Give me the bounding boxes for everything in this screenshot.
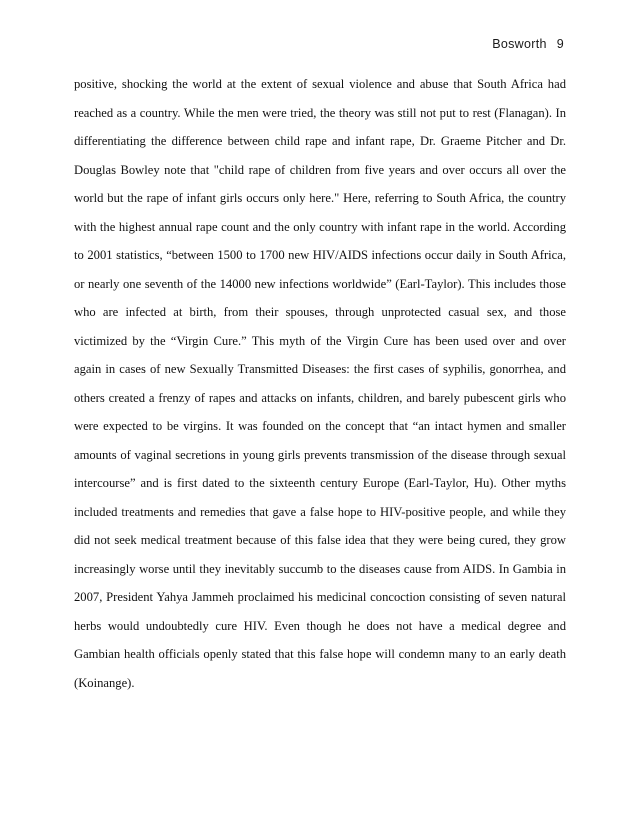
text-line: intercourse” and is first dated to the sixteenth century Europe (Earl-Taylor, Hu). Other myths — [74, 476, 566, 490]
running-head — [492, 37, 564, 51]
text-line: Gambian health officials openly stated that this false hope will condemn many to an early death — [74, 647, 566, 661]
text-line: were expected to be virgins. It was founded on the concept that “an intact hymen and smaller — [74, 419, 566, 433]
text-line: amounts of vaginal secretions in young girls prevents transmission of the disease through sexual — [74, 447, 566, 462]
text-line: increasingly worse until they inevitably succumb to the diseases cause from AIDS. In Gambia in — [74, 561, 566, 576]
text-line: herbs would undoubtedly cure HIV. Even though he does not have a medical degree and — [74, 618, 566, 633]
text-line: included treatments and remedies that gave a false hope to HIV-positive people, and while they — [74, 504, 566, 519]
text-line: or nearly one seventh of the 14000 new infections worldwide” (Earl-Taylor). This includes those — [74, 276, 566, 291]
text-line: victimized by the “Virgin Cure.” This myth of the Virgin Cure has been used over and over — [74, 333, 566, 348]
text-line: to 2001 statistics, “between 1500 to 1700 new HIV/AIDS infections occur daily in South Africa, — [74, 248, 566, 262]
text-line: who are infected at birth, from their spouses, through unprotected casual sex, and those — [74, 305, 566, 319]
author-surname: Bosworth — [492, 37, 547, 51]
text-line: Douglas Bowley note that "child rape of children from five years and over occurs all over the — [74, 162, 566, 177]
text-line: (Koinange). — [74, 675, 135, 690]
text-line: with the highest annual rape count and the only country with infant rape in the world. According — [74, 219, 566, 234]
text-line: others created a frenzy of rapes and attacks on infants, children, and barely pubescent girls who — [74, 390, 566, 405]
page-number: 9 — [556, 37, 564, 51]
text-line: reached as a country. While the men were tried, the theory was still not put to rest (Flanagan). In — [74, 105, 566, 120]
text-line: differentiating the difference between child rape and infant rape, Dr. Graeme Pitcher and Dr. — [74, 134, 566, 148]
text-line: positive, shocking the world at the extent of sexual violence and abuse that South Africa had — [74, 77, 566, 91]
text-line: world but the rape of infant girls occurs only here." Here, referring to South Africa, the country — [74, 191, 566, 205]
text-line: 2007, President Yahya Jammeh proclaimed his medicinal concoction consisting of seven natural — [74, 590, 566, 604]
body-paragraph — [74, 70, 566, 697]
text-line: again in cases of new Sexually Transmitted Diseases: the first cases of syphilis, gonorrhea, and — [74, 362, 566, 376]
text-line: did not seek medical treatment because of this false idea that they were being cured, they grow — [74, 533, 566, 547]
